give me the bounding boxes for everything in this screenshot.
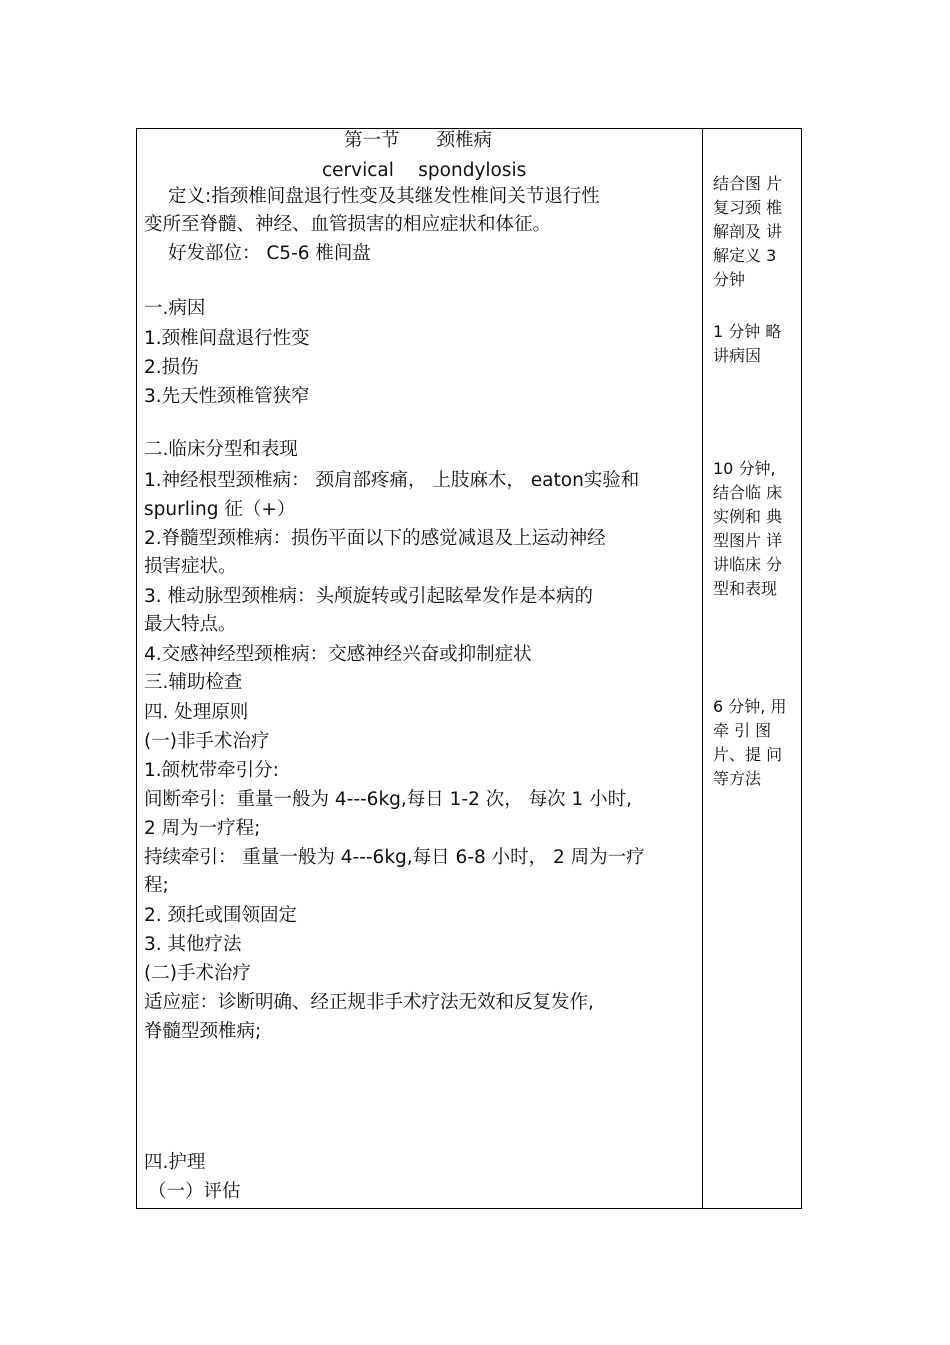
definition-line-1: 定义:指颈椎间盘退行性变及其继发性椎间关节退行性 — [168, 186, 600, 207]
note-line: 结合临 床 — [713, 483, 783, 502]
teaching-note-etiology — [713, 320, 781, 368]
traction-heading: 1.颌枕带牵引分: — [144, 760, 279, 781]
note-line: 型图片 详 — [713, 531, 783, 550]
intermittent-traction-cont: 2 周为一疗程; — [144, 818, 261, 839]
nonsurgical-heading: (一)非手术治疗 — [144, 731, 270, 752]
note-line: 6 分钟, 用 — [713, 697, 787, 716]
note-line: 解剖及 讲 — [713, 222, 783, 241]
note-line: 1 分钟 略 — [713, 322, 782, 341]
note-line: 实例和 典 — [713, 507, 783, 526]
teaching-note-treatment — [713, 695, 786, 791]
clinical-type-4: 4.交感神经型颈椎病：交感神经兴奋或抑制症状 — [144, 644, 532, 665]
surgical-heading: (二)手术治疗 — [144, 963, 251, 984]
predilection-site: 好发部位： C5-6 椎间盘 — [168, 243, 371, 264]
continuous-traction: 持续牵引： 重量一般为 4---6kg,每日 6-8 小时， 2 周为一疗 — [144, 847, 645, 868]
clinical-type-2: 2.脊髓型颈椎病：损伤平面以下的感觉减退及上运动神经 — [144, 528, 606, 549]
continuous-traction-cont: 程; — [144, 875, 169, 896]
clinical-heading: 二.临床分型和表现 — [144, 439, 298, 460]
surgical-indication: 适应症：诊断明确、经正规非手术疗法无效和反复发作, — [144, 992, 594, 1013]
note-line: 10 分钟, — [713, 459, 776, 478]
definition-line-2: 变所至脊髓、神经、血管损害的相应症状和体征。 — [144, 214, 552, 235]
clinical-type-1: 1.神经根型颈椎病： 颈肩部疼痛， 上肢麻木， eaton实验和 — [144, 470, 640, 491]
clinical-type-3-cont: 最大特点。 — [144, 614, 237, 635]
clinical-type-2-cont: 损害症状。 — [144, 556, 237, 577]
brace-fixation: 2. 颈托或围领固定 — [144, 905, 298, 926]
note-line: 解定义 3 — [713, 246, 777, 265]
etiology-item: 2.损伤 — [144, 357, 199, 378]
note-line: 分钟 — [713, 270, 746, 289]
note-line: 等方法 — [713, 769, 762, 788]
etiology-item: 3.先天性颈椎管狭窄 — [144, 386, 310, 407]
note-line: 复习颈 椎 — [713, 198, 783, 217]
teaching-note-definition — [713, 172, 782, 292]
note-line: 牵 引 图 — [713, 721, 772, 740]
surgical-indication-cont: 脊髓型颈椎病; — [144, 1021, 262, 1042]
clinical-type-3: 3. 椎动脉型颈椎病：头颅旋转或引起眩晕发作是本病的 — [144, 586, 594, 607]
section-title: 第一节 颈椎病 — [344, 130, 493, 151]
intermittent-traction: 间断牵引：重量一般为 4---6kg,每日 1-2 次， 每次 1 小时, — [144, 789, 633, 810]
section-subtitle: cervical spondylosis — [322, 160, 527, 181]
other-therapy: 3. 其他疗法 — [144, 934, 242, 955]
exam-heading: 三.辅助检查 — [144, 672, 243, 693]
note-line: 结合图 片 — [713, 174, 783, 193]
treatment-heading: 四. 处理原则 — [144, 702, 249, 723]
etiology-heading: 一.病因 — [144, 298, 206, 319]
note-line: 讲临床 分 — [713, 555, 783, 574]
note-line: 片、提 问 — [713, 745, 783, 764]
clinical-type-1-cont: spurling 征（+） — [144, 499, 296, 520]
etiology-item: 1.颈椎间盘退行性变 — [144, 328, 310, 349]
column-divider — [702, 128, 703, 1209]
note-line: 型和表现 — [713, 579, 778, 598]
teaching-note-clinical — [713, 457, 782, 601]
nursing-assessment: （一）评估 — [148, 1181, 241, 1202]
note-line: 讲病因 — [713, 346, 762, 365]
nursing-heading: 四.护理 — [144, 1152, 206, 1173]
